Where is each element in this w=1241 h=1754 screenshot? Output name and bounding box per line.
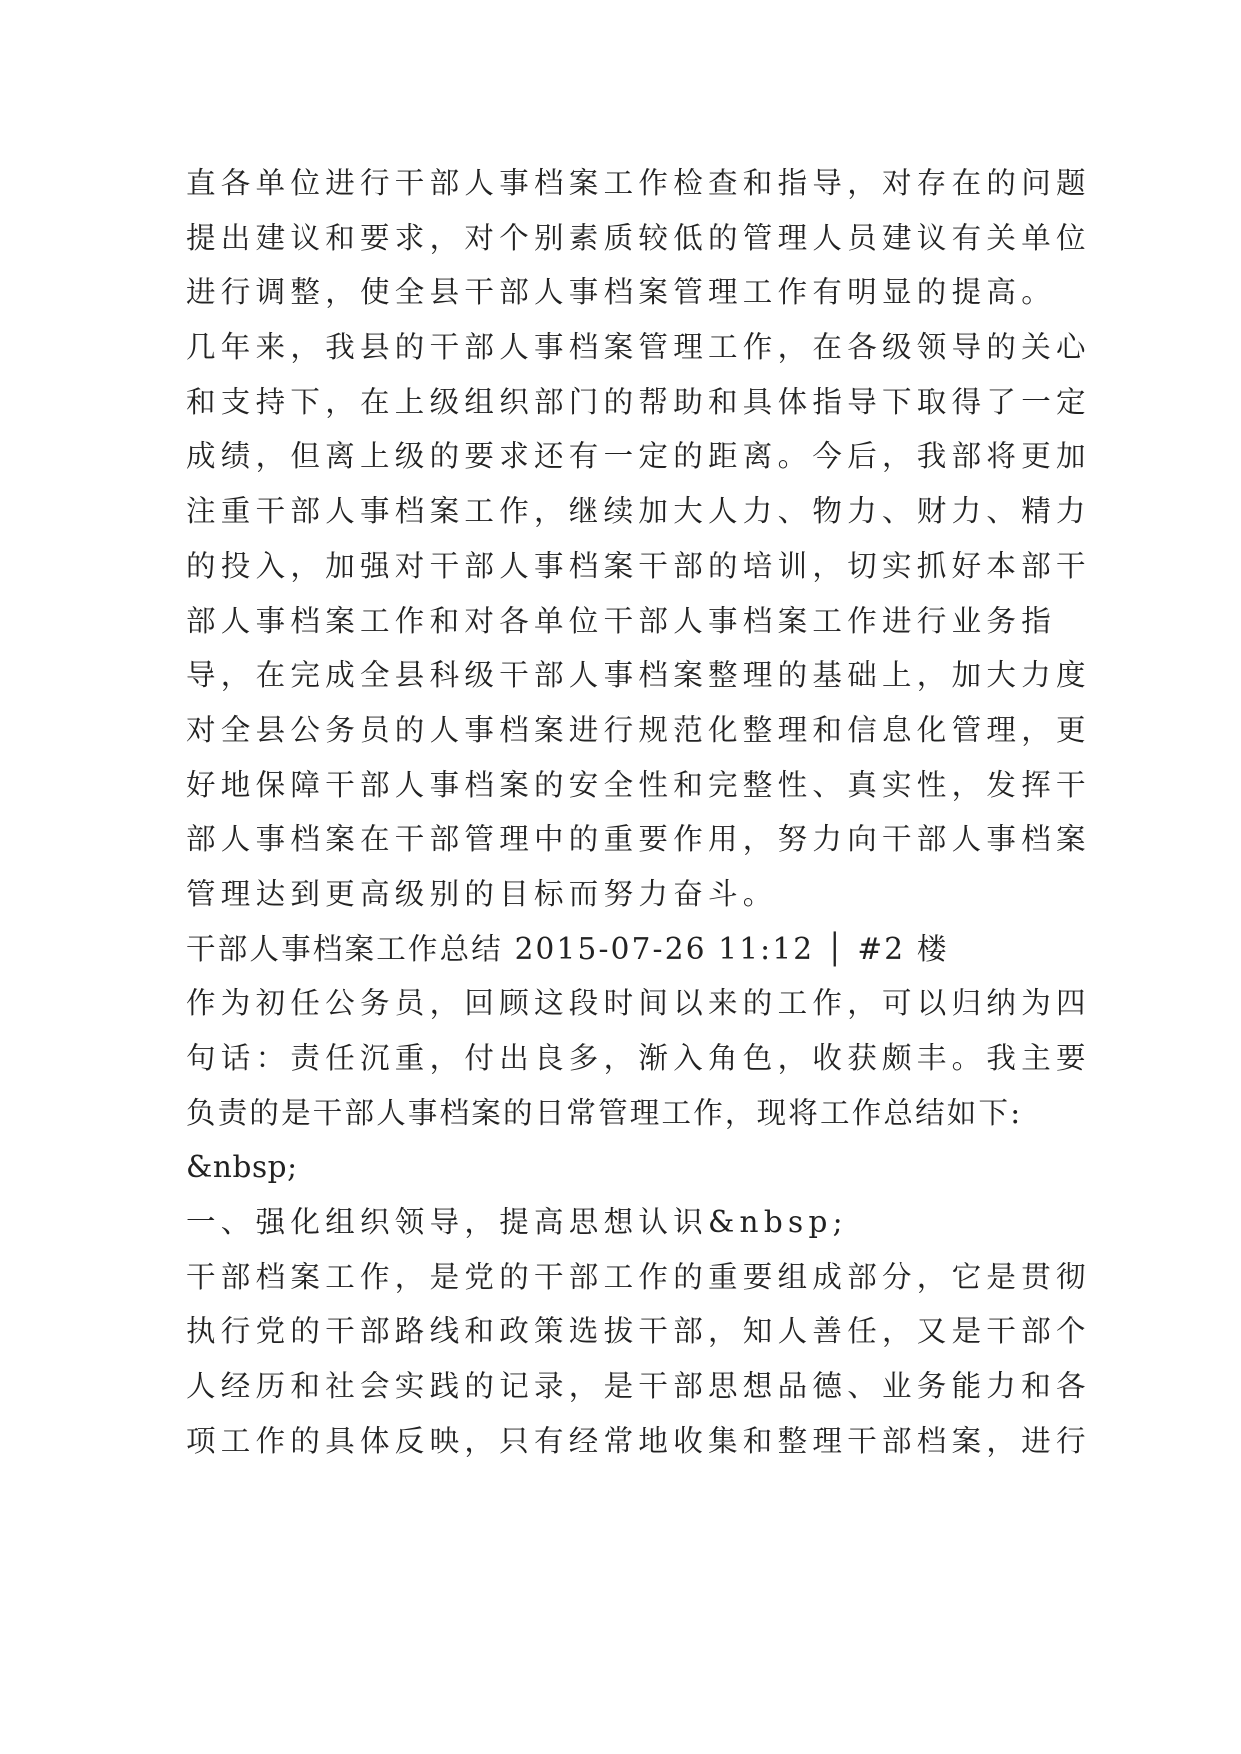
text-line: 执行党的干部路线和政策选拔干部，知人善任，又是干部个 (186, 1314, 1091, 1349)
document-body (186, 156, 1091, 1469)
post-header-line: 干部人事档案工作总结 2015-07-26 11:12 │ #2 楼 (186, 931, 949, 966)
text-line: 好地保障干部人事档案的安全性和完整性、真实性，发挥干 (186, 767, 1091, 802)
text-line: 项工作的具体反映，只有经常地收集和整理干部档案，进行 (186, 1423, 1091, 1458)
text-line: 干部档案工作，是党的干部工作的重要组成部分，它是贯彻 (186, 1259, 1091, 1294)
text-line: &nbsp; (186, 1150, 298, 1185)
text-line: 注重干部人事档案工作，继续加大人力、物力、财力、精力 (186, 494, 1091, 529)
text-line: 对全县公务员的人事档案进行规范化整理和信息化管理，更 (186, 712, 1091, 747)
text-line: 成绩，但离上级的要求还有一定的距离。今后，我部将更加 (186, 439, 1091, 474)
section-heading: 一、强化组织领导，提高思想认识&nbsp; (186, 1205, 848, 1240)
text-line: 部人事档案工作和对各单位干部人事档案工作进行业务指 (186, 603, 1057, 638)
text-line: 直各单位进行干部人事档案工作检查和指导，对存在的问题 (186, 166, 1091, 200)
text-line: 句话：责任沉重，付出良多，渐入角色，收获颇丰。我主要 (186, 1041, 1091, 1075)
text-line: 部人事档案在干部管理中的重要作用，努力向干部人事档案 (186, 822, 1091, 857)
text-line: 提出建议和要求，对个别素质较低的管理人员建议有关单位 (186, 220, 1091, 255)
text-line: 和支持下，在上级组织部门的帮助和具体指导下取得了一定 (186, 384, 1091, 419)
text-line: 作为初任公务员，回顾这段时间以来的工作，可以归纳为四 (186, 986, 1091, 1021)
text-line: 人经历和社会实践的记录，是干部思想品德、业务能力和各 (186, 1369, 1091, 1404)
text-line: 进行调整，使全县干部人事档案管理工作有明显的提高。 (186, 275, 1057, 310)
text-line: 管理达到更高级别的目标而努力奋斗。 (186, 876, 778, 911)
text-line: 几年来，我县的干部人事档案管理工作，在各级领导的关心 (186, 330, 1091, 365)
text-line: 负责的是干部人事档案的日常管理工作，现将工作总结如下: (186, 1095, 1023, 1130)
text-line: 的投入，加强对干部人事档案干部的培训，切实抓好本部干 (186, 548, 1091, 583)
text-line: 导，在完成全县科级干部人事档案整理的基础上，加大力度 (186, 658, 1091, 693)
